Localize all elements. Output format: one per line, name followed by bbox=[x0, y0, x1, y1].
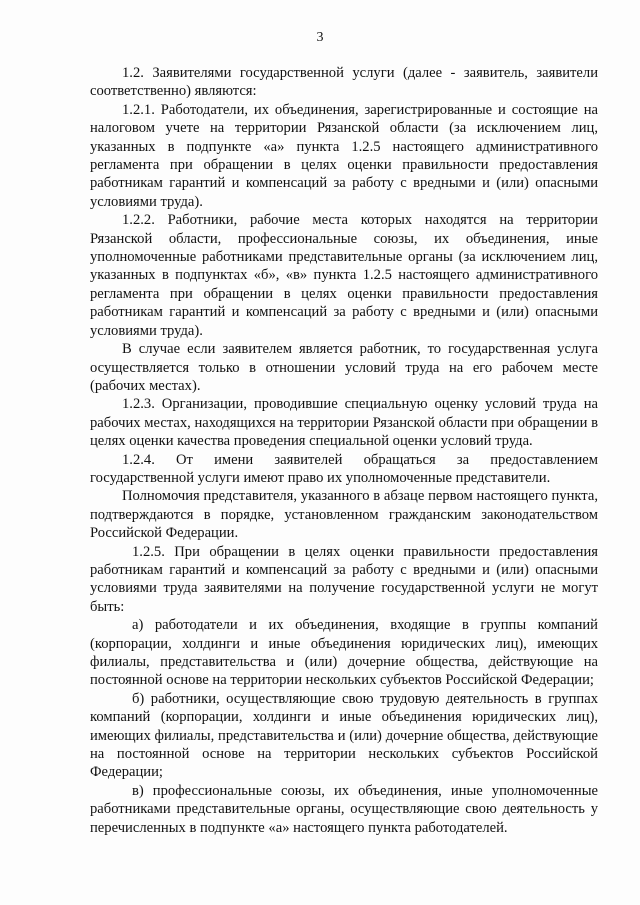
page-number: 3 bbox=[316, 30, 324, 45]
paragraph-1-2-2: 1.2.2. Работники, рабочие места которых находятся на территории Рязанской области, профессиональные союзы, их объединения, иные уполномоченные работниками представительные органы (за исключением лиц, указанных в подпунктах «б», «в» пункта 1.2.5 настоящего административного регламента при обращении в целях оценки правильности предоставления работникам гарантий и компенсаций за работу с вредными и (или) опасными условиями труда). bbox=[90, 212, 598, 339]
list-item-a: а) работодатели и их объединения, входящие в группы компаний (корпорации, холдинги и иные объединения юридических лиц), имеющих филиалы, представительства и (или) дочерние общества, действующие на постоянной основе на территории нескольких субъектов Российской Федерации; bbox=[90, 617, 598, 689]
paragraph-1-2: 1.2. Заявителями государственной услуги (далее - заявитель, заявители соответственно) являются: bbox=[90, 65, 598, 100]
document-body bbox=[90, 64, 598, 837]
list-item-v: в) профессиональные союзы, их объединения, иные уполномоченные работниками представительные органы, осуществляющие свою деятельность у перечисленных в подпункте «а» настоящего пункта работодателей. bbox=[90, 782, 598, 836]
paragraph-1-2-4: 1.2.4. От имени заявителей обращаться за предоставлением государственной услуги имеют право их уполномоченные представители. bbox=[90, 451, 598, 486]
list-item-b: б) работники, осуществляющие свою трудовую деятельность в группах компаний (корпорации, холдинги и иные объединения юридических лиц), имеющих филиалы, представительства и (или) дочерние общества, действующие на постоянной основе на территории нескольких субъектов Российской Федерации; bbox=[90, 690, 598, 781]
paragraph-representative-powers: Полномочия представителя, указанного в абзаце первом настоящего пункта, подтверждаются в порядке, установленном гражданским законодательством Российской Федерации. bbox=[90, 488, 598, 542]
paragraph-worker-case: В случае если заявителем является работник, то государственная услуга осуществляется только в отношении условий труда на его рабочем месте (рабочих местах). bbox=[90, 341, 598, 394]
paragraph-1-2-5: 1.2.5. При обращении в целях оценки правильности предоставления работникам гарантий и компенсаций за работу с вредными и (или) опасными условиями труда заявителями на получение государственной услуги не могут быть: bbox=[90, 543, 598, 615]
paragraph-1-2-1: 1.2.1. Работодатели, их объединения, зарегистрированные и состоящие на налоговом учете на территории Рязанской области (за исключением лиц, указанных в подпункте «а» пункта 1.2.5 настоящего административного регламента при обращении в целях оценки правильности предоставления работникам гарантий и компенсаций за работу с вредными и (или) опасными условиями труда). bbox=[90, 101, 598, 210]
paragraph-1-2-3: 1.2.3. Организации, проводившие специальную оценку условий труда на рабочих местах, находящихся на территории Рязанской области при обращении в целях оценки качества проведения специальной оценки условий труда. bbox=[90, 396, 598, 450]
